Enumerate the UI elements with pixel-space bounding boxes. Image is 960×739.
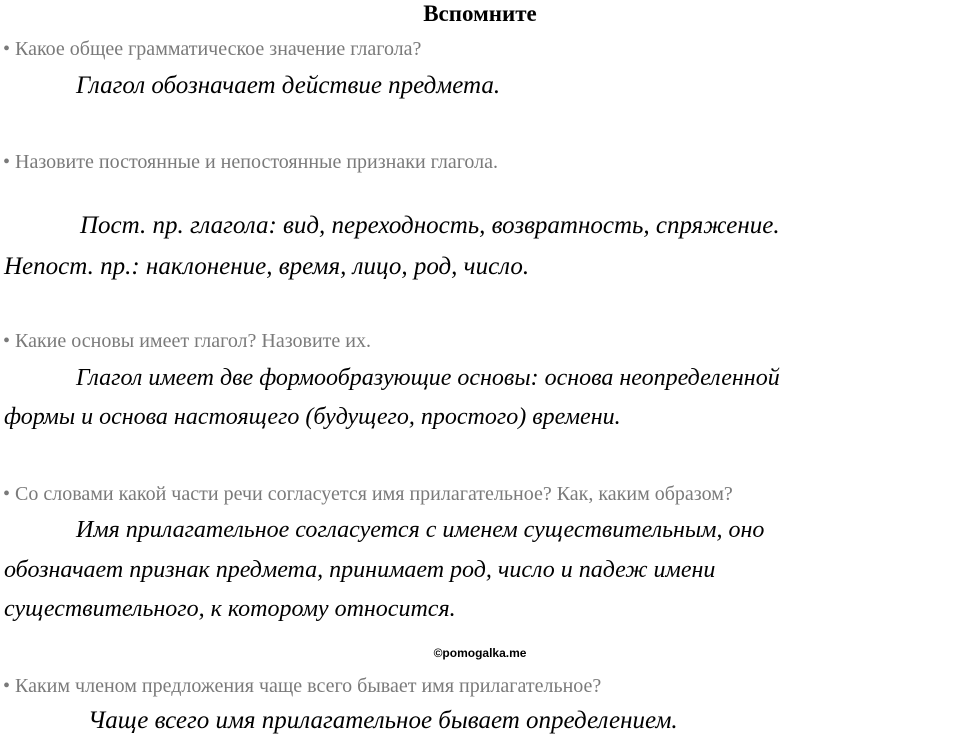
- answer-5-line-1: Чаще всего имя прилагательное бывает определением.: [88, 707, 678, 734]
- question-5: • Каким членом предложения чаще всего бывает имя прилагательное?: [3, 675, 602, 697]
- watermark: ©pomogalka.me: [433, 646, 527, 660]
- answer-4-line-1: Имя прилагательное согласуется с именем существительным, оно: [76, 517, 765, 543]
- answer-4-line-2: обозначает признак предмета, принимает род, число и падеж имени: [4, 557, 716, 583]
- question-1: • Какое общее грамматическое значение глагола?: [3, 38, 422, 60]
- question-2: • Назовите постоянные и непостоянные признаки глагола.: [3, 151, 498, 173]
- answer-3-line-1: Глагол имеет две формообразующие основы: основа неопределенной: [76, 365, 780, 391]
- question-3: • Какие основы имеет глагол? Назовите их.: [3, 330, 371, 352]
- question-4: • Со словами какой части речи согласуется имя прилагательное? Как, каким образом?: [3, 483, 733, 505]
- answer-2-line-1: Пост. пр. глагола: вид, переходность, возвратность, спряжение.: [80, 212, 780, 239]
- answer-4-line-3: существительного, к которому относится.: [4, 596, 456, 622]
- answer-1-line-1: Глагол обозначает действие предмета.: [76, 72, 501, 99]
- page-title: Вспомните: [423, 1, 537, 26]
- answer-3-line-2: формы и основа настоящего (будущего, простого) времени.: [4, 404, 621, 430]
- answer-2-line-2: Непост. пр.: наклонение, время, лицо, род, число.: [4, 253, 530, 280]
